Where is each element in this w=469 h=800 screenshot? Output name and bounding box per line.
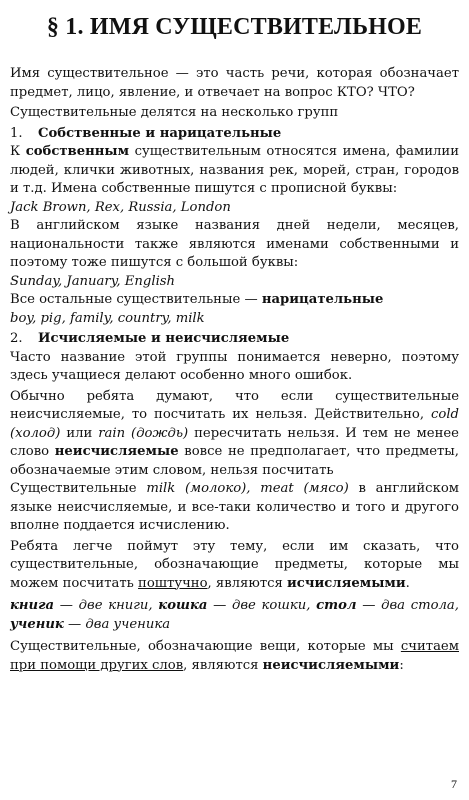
- section-1-paragraph-1: [10, 143, 459, 199]
- text: в английском языке неисчисляемые, и все-таки количество и того и другого вполне поддается исчислению.: [10, 481, 460, 533]
- text: вовсе не предполагает, что предметы, обозначаемые этим словом, нельзя посчитать: [10, 444, 459, 478]
- section-2-title: Исчисляемые и неисчисляемые: [38, 331, 290, 346]
- example-noun: ученик: [10, 616, 64, 632]
- example-common-nouns: boy, pig, family, country, milk: [10, 310, 205, 326]
- example-word: cold: [431, 407, 459, 422]
- text: Обычно ребята думают, что если существительные неисчисляемые, то посчитать их нельзя. Действительно,: [10, 388, 459, 422]
- section-1-heading: [10, 125, 459, 144]
- plural-form: — две кошки,: [207, 598, 317, 613]
- section-2-heading: [10, 330, 459, 349]
- bold-term: собственным: [25, 144, 130, 159]
- example-noun: кошка: [158, 598, 208, 613]
- text: , являются: [207, 575, 288, 591]
- example-noun: книга: [10, 598, 55, 613]
- text: Ребята легче поймут эту тему, если им сказать, что существительные, обозначающие предметы, которые мы можем посчитать: [10, 538, 459, 591]
- example-word: rain: [98, 425, 126, 441]
- section-2-paragraph-3: [10, 480, 459, 536]
- translation: (дождь): [125, 425, 189, 441]
- text: :: [399, 657, 404, 673]
- bold-term: исчисляемыми: [287, 575, 406, 591]
- plural-form: — два ученика: [63, 616, 171, 632]
- text: Существительные, обозначающие вещи, которые мы: [10, 639, 401, 654]
- countable-examples: [10, 597, 459, 634]
- bold-term: нарицательные: [261, 292, 384, 307]
- text: Все остальные существительные —: [10, 292, 262, 307]
- groups-intro: Существительные делятся на несколько групп: [10, 105, 339, 120]
- translation: (холод): [10, 425, 67, 441]
- section-1-title: Собственные и нарицательные: [38, 125, 282, 141]
- example-words: milk (молоко), meat (мясо): [146, 481, 349, 496]
- text: Существительные: [10, 481, 147, 496]
- text: существительным относятся имена, фамилии людей, клички животных, названия рек, морей, стран, городов и т.д. Имена собственные пишутся с прописной буквы:: [10, 144, 459, 196]
- example-proper-names: Jack Brown, Rex, Russia, London: [10, 199, 231, 215]
- section-2-paragraph-2: [10, 388, 459, 481]
- bold-term: неисчисляемыми: [262, 657, 400, 673]
- section-2-number: 2.: [10, 331, 23, 346]
- example-days-months: Sunday, January, English: [10, 273, 176, 289]
- page-title: § 1. ИМЯ СУЩЕСТВИТЕЛЬНОЕ: [46, 14, 423, 40]
- section-2-paragraph-5: [10, 638, 459, 675]
- text: , являются: [183, 657, 263, 673]
- intro-paragraph: Имя существительное — это часть речи, которая обозначает предмет, лицо, явление, и отвечает на вопрос КТО? ЧТО?: [10, 66, 459, 100]
- section-1-number: 1.: [10, 125, 23, 141]
- plural-form: — два стола,: [356, 598, 459, 613]
- section-2-paragraph-1: Часто название этой группы понимается неверно, поэтому здесь учащиеся делают особенно много ошибок.: [10, 349, 459, 383]
- bold-term: неисчисляемые: [54, 444, 179, 459]
- page-number: 7: [451, 777, 457, 791]
- example-noun: стол: [316, 598, 357, 613]
- text: .: [405, 575, 410, 591]
- section-1-paragraph-2: В английском языке названия дней недели, месяцев, национальности также являются именами собственными и поэтому тоже пишутся с большой буквы:: [10, 218, 459, 270]
- underlined-word: поштучно: [138, 575, 208, 591]
- text: или: [66, 425, 99, 441]
- text: К: [10, 144, 26, 159]
- section-1-paragraph-3: [10, 291, 459, 310]
- plural-form: — две книги,: [54, 598, 159, 613]
- section-2-paragraph-4: [10, 538, 459, 594]
- text: пересчитать нельзя. И тем не менее слово: [10, 425, 459, 459]
- underlined-phrase: считаем при помощи других слов: [10, 639, 459, 673]
